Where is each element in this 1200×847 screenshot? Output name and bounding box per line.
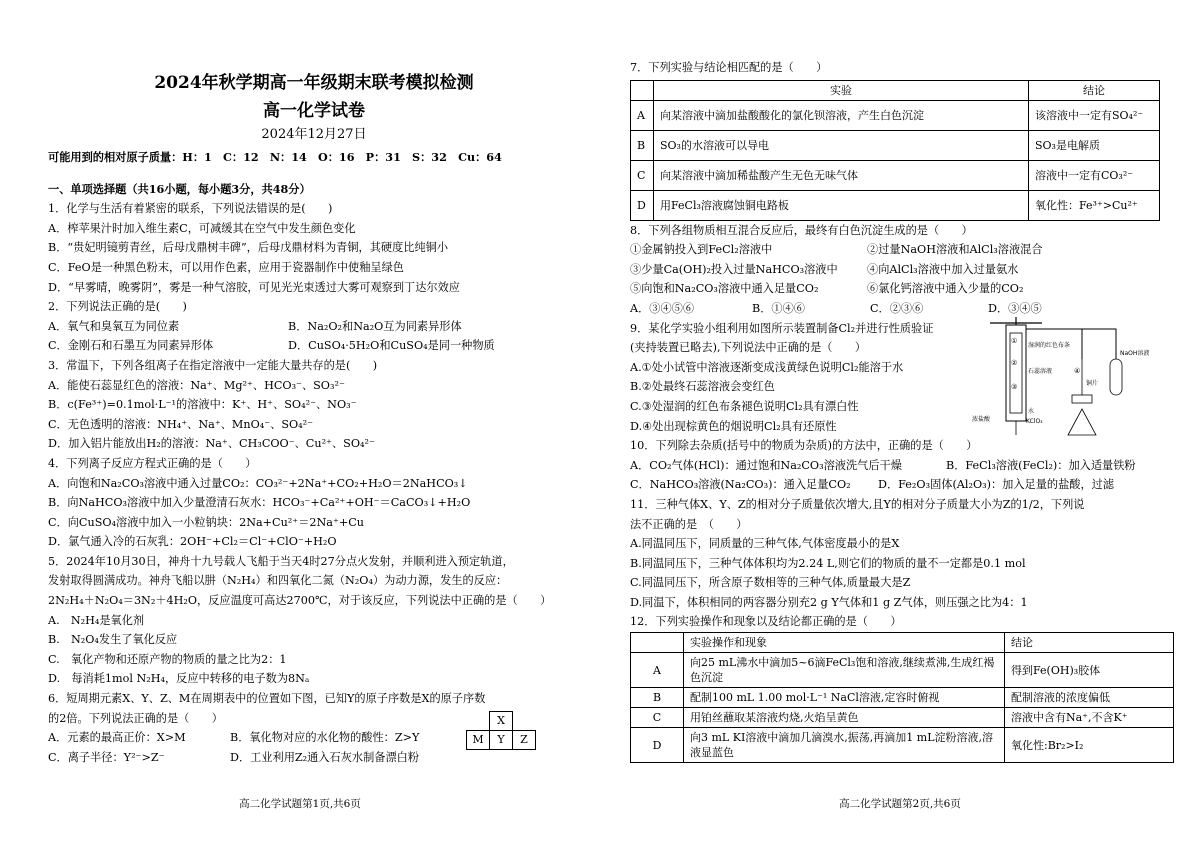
question-3: 3．常温下，下列各组离子在指定溶液中一定能大量共存的是( ): [48, 358, 378, 372]
q2-options-row2: [48, 336, 580, 356]
question-1: 1．化学与生活有着紧密的联系，下列说法错误的是( ): [48, 202, 333, 216]
label-kclo3: KClO₃: [1026, 417, 1043, 425]
q11-option-b: B.同温同压下，三种气体体积均为2.24 L,则它们的物质的量不一定都是0.1 mol: [630, 556, 1026, 570]
table-cell: C: [631, 708, 684, 728]
question-7: 7．下列实验与结论相匹配的是（ ）: [630, 61, 828, 74]
q5-option-b: B. N₂O₄发生了氧化反应: [48, 633, 178, 647]
q4-option-d: D．氯气通入冷的石灰乳：2OH⁻+Cl₂＝Cl⁻+ClO⁻+H₂O: [48, 535, 337, 549]
q10-option-a: A．CO₂气体(HCl)：通过饱和Na₂CO₃溶液洗气后干燥: [630, 458, 902, 472]
question-6-line1: 6．短周期元素X、Y、Z、M在周期表中的位置如下图，已知Y的原子序数是X的原子序数: [48, 692, 486, 706]
table-header-cell: 实验操作和现象: [684, 633, 1005, 653]
table-cell: A: [631, 653, 684, 688]
table-cell: 向25 mL沸水中滴加5~6滴FeCl₃饱和溶液,继续煮沸,生成红褐色沉淀: [684, 653, 1005, 688]
label-copper: 铜片: [1086, 379, 1099, 387]
grid-cell-m: M: [467, 730, 490, 749]
question-6-line2: 的2倍。下列说法正确的是（ ）: [48, 711, 223, 725]
question-5-line2: 发射取得圆满成功。神舟飞船以肼（N₂H₄）和四氧化二氮（N₂O₄）为动力源，发生的反应：: [48, 574, 508, 588]
table-row: [631, 130, 1160, 160]
q9-option-c: C.③处湿润的红色布条褪色说明Cl₂具有漂白性: [630, 399, 859, 413]
q4-option-c: C．向CuSO₄溶液中加入一小粒钠块：2Na+Cu²⁺＝2Na⁺+Cu: [48, 515, 364, 529]
q6-option-d: D．工业利用Z₂通入石灰水制备漂白粉: [230, 750, 420, 764]
table-row: [631, 708, 1174, 728]
question-11-line2: 法不正确的是 （ ）: [630, 517, 748, 531]
q3-option-a: A．能使石蕊显红色的溶液：Na⁺、Mg²⁺、HCO₃⁻、SO₃²⁻: [48, 378, 345, 392]
q5-option-a: A. N₂H₄是氧化剂: [48, 613, 145, 627]
apparatus-diagram: [970, 313, 1150, 443]
question-8: 8．下列各组物质相互混合反应后，最终有白色沉淀生成的是（ ）: [630, 223, 973, 237]
q8-item-4: ④向AlCl₃溶液中加入过量氨水: [867, 262, 1019, 276]
table-cell: 溶液中一定有CO₃²⁻: [1029, 160, 1160, 190]
table-cell: 氧化性：Fe³⁺>Cu²⁺: [1029, 190, 1160, 220]
table-row: [631, 80, 1160, 100]
q1-option-c: C．FeO是一种黑色粉末，可以用作色素，应用于瓷器制作中使釉呈绿色: [48, 260, 404, 274]
table-cell: 向某溶液中滴加稀盐酸产生无色无味气体: [654, 160, 1029, 190]
q2-option-d: D．CuSO₄·5H₂O和CuSO₄是同一种物质: [288, 339, 495, 353]
question-9-line2: (夹持装置已略去),下列说法中正确的是（ ）: [630, 341, 867, 355]
q10-option-c: C．NaHCO₃溶液(Na₂CO₃)：通入足量CO₂: [630, 478, 851, 492]
periodic-grid: [466, 711, 536, 750]
page-1-footer: 高二化学试题第1页,共6页: [239, 798, 361, 810]
table-row: [631, 728, 1174, 763]
question-5-line1: 5．2024年10月30日，神舟十九号载人飞船于当天4时27分点火发射，并顺利进入预定轨道，: [48, 554, 514, 568]
q8-item-5: ⑤向饱和Na₂CO₃溶液中通入足量CO₂: [630, 282, 819, 296]
table-row: [631, 653, 1174, 688]
table-cell: 该溶液中一定有SO₄²⁻: [1029, 100, 1160, 130]
q11-option-a: A.同温同压下，同质量的三种气体,气体密度最小的是X: [630, 537, 900, 551]
q5-option-c: C. 氧化产物和还原产物的物质的量之比为2：1: [48, 652, 287, 666]
table-cell: SO₃是电解质: [1029, 130, 1160, 160]
q8-item-1: ①金属钠投入到FeCl₂溶液中: [630, 243, 773, 257]
exam-title: 2024年秋学期高一年级期末联考模拟检测: [154, 73, 474, 93]
question-10: 10．下列除去杂质(括号中的物质为杂质)的方法中，正确的是（ ）: [630, 439, 978, 453]
question-12: 12．下列实验操作和现象以及结论都正确的是（ ）: [630, 615, 902, 629]
label-litmus: 石蕊溶液: [1028, 367, 1053, 375]
q4-option-a: A．向饱和Na₂CO₃溶液中通入过量CO₂：CO₃²⁻+2Na⁺+CO₂+H₂O＝2NaHCO₃↓: [48, 476, 468, 490]
question-4: 4．下列离子反应方程式正确的是（ ）: [48, 456, 257, 470]
table-cell: D: [631, 190, 654, 220]
q1-option-a: A．榨苹果汁时加入维生素C，可减缓其在空气中发生颜色变化: [48, 221, 356, 235]
label-conc-hcl: 浓盐酸: [972, 415, 991, 423]
grid-cell-z: Z: [513, 730, 536, 749]
table-cell: 向3 mL KI溶液中滴加几滴溴水,振荡,再滴加1 mL淀粉溶液,溶液显蓝色: [684, 728, 1005, 763]
q1-option-b: B．“贵妃明镜剪青丝，后母戊鼎树丰碑”，后母戊鼎材料为青铜，其硬度比纯铜小: [48, 241, 449, 255]
table-header-cell: 实验: [654, 80, 1029, 100]
table-header-cell: 结论: [1005, 633, 1174, 653]
label-2: ②: [1011, 358, 1018, 367]
atomic-masses: 可能用到的相对原子质量：H：1 C：12 N：14 O：16 P：31 S：32 Cu：64: [48, 150, 502, 164]
table-cell: 配制溶液的浓度偏低: [1005, 688, 1174, 708]
q8-item-2: ②过量NaOH溶液和AlCl₃溶液混合: [867, 243, 1043, 257]
table-cell: 得到Fe(OH)₃胶体: [1005, 653, 1174, 688]
exam-subtitle: 高一化学试卷: [263, 101, 365, 121]
table-row: [631, 100, 1160, 130]
grid-cell-y: Y: [490, 730, 513, 749]
q8-items-row3: [630, 279, 1178, 299]
table-row: [631, 633, 1174, 653]
q8-items-row1: [630, 240, 1178, 260]
q2-option-c: C．金刚石和石墨互为同素异形体: [48, 339, 214, 353]
table-cell: 氧化性:Br₂>I₂: [1005, 728, 1174, 763]
table-cell: 配制100 mL 1.00 mol·L⁻¹ NaCl溶液,定容时俯视: [684, 688, 1005, 708]
q1-option-d: D．“早雾晴，晚雾阴”，雾是一种气溶胶，可见光光束透过大雾可观察到丁达尔效应: [48, 280, 460, 294]
q9-block: [630, 319, 1178, 437]
q10-option-d: D．Fe₂O₃固体(Al₂O₃)：加入足量的盐酸，过滤: [878, 478, 1115, 492]
table-cell: B: [631, 688, 684, 708]
table-cell: 用FeCl₃溶液腐蚀铜电路板: [654, 190, 1029, 220]
q8-option-b: B．①④⑥: [752, 301, 805, 315]
table-row: [631, 190, 1160, 220]
q8-item-6: ⑥氯化钙溶液中通入少量的CO₂: [867, 282, 1024, 296]
label-1: ①: [1011, 336, 1018, 345]
q12-table: [630, 632, 1174, 763]
q10-option-b: B．FeCl₃溶液(FeCl₂)：加入适量铁粉: [946, 458, 1136, 472]
table-cell: 用铂丝蘸取某溶液灼烧,火焰呈黄色: [684, 708, 1005, 728]
q6-option-b: B．氧化物对应的水化物的酸性：Z>Y: [230, 731, 420, 745]
q7-table: [630, 80, 1160, 221]
table-row: [631, 160, 1160, 190]
q2-options-row1: [48, 317, 580, 337]
q2-option-b: B．Na₂O₂和Na₂O互为同素异形体: [288, 319, 462, 333]
q4-option-b: B．向NaHCO₃溶液中加入少量澄清石灰水：HCO₃⁻+Ca²⁺+OH⁻＝CaCO₃↓+H₂O: [48, 496, 471, 510]
q6-block: [48, 709, 580, 768]
label-red-cloth: 湿润的红色布条: [1028, 341, 1071, 349]
q8-items-row2: [630, 260, 1178, 280]
q8-item-3: ③少量Ca(OH)₂投入过量NaHCO₃溶液中: [630, 262, 838, 276]
table-cell: B: [631, 130, 654, 160]
label-naoh: NaOH溶液: [1120, 349, 1150, 357]
q8-option-d: D．③④⑤: [988, 301, 1042, 315]
q10-options-row2: [630, 475, 1178, 495]
q6-option-a: A．元素的最高正价：X>M: [48, 731, 186, 745]
label-water: 水: [1028, 407, 1035, 415]
question-11-line1: 11．三种气体X、Y、Z的相对分子质量依次增大,且Y的相对分子质量大小为Z的1/2，下列说: [630, 497, 1085, 511]
q3-option-c: C．无色透明的溶液：NH₄⁺、Na⁺、MnO₄⁻、SO₄²⁻: [48, 417, 314, 431]
table-cell: 溶液中含有Na⁺,不含K⁺: [1005, 708, 1174, 728]
q6-option-c: C．离子半径：Y²⁻>Z⁻: [48, 750, 165, 764]
q9-option-d: D.④处出现棕黄色的烟说明Cl₂具有还原性: [630, 419, 837, 433]
table-cell: D: [631, 728, 684, 763]
section-heading: 一、单项选择题（共16小题，每小题3分，共48分）: [48, 181, 311, 196]
q3-option-b: B．c(Fe³⁺)=0.1mol·L⁻¹的溶液中：K⁺、H⁺、SO₄²⁻、NO₃⁻: [48, 398, 357, 412]
q2-option-a: A．氧气和臭氧互为同位素: [48, 319, 180, 333]
q3-option-d: D．加入铝片能放出H₂的溶液：Na⁺、CH₃COO⁻、Cu²⁺、SO₄²⁻: [48, 437, 375, 451]
grid-empty-cell: [467, 711, 490, 730]
q5-option-d: D. 每消耗1mol N₂H₄，反应中转移的电子数为8Nₐ: [48, 672, 310, 686]
question-2: 2．下列说法正确的是( ): [48, 300, 187, 314]
q8-option-c: C．②③⑥: [870, 301, 924, 315]
q9-option-b: B.②处最终石蕊溶液会变红色: [630, 380, 775, 394]
label-3: ③: [1011, 382, 1018, 391]
table-header-cell: 结论: [1029, 80, 1160, 100]
page-2-footer: 高二化学试题第2页,共6页: [839, 798, 961, 810]
table-cell: 向某溶液中滴加盐酸酸化的氯化钡溶液，产生白色沉淀: [654, 100, 1029, 130]
q9-option-a: A.①处小试管中溶液逐渐变成浅黄绿色说明Cl₂能溶于水: [630, 360, 904, 374]
question-9-line1: 9．某化学实验小组利用如图所示装置制备Cl₂并进行性质验证: [630, 321, 934, 335]
grid-empty-cell: [513, 711, 536, 730]
q10-options-row1: [630, 456, 1178, 476]
label-4: ④: [1074, 366, 1081, 375]
table-cell: C: [631, 160, 654, 190]
q8-option-a: A．③④⑤⑥: [630, 301, 695, 315]
table-cell: A: [631, 100, 654, 130]
q6-options-row2: [48, 748, 580, 768]
question-5-line3: 2N₂H₄＋N₂O₄＝3N₂＋4H₂O，反应温度可高达2700℃，对于该反应，下列说法中正确的是（ ）: [48, 594, 552, 608]
q11-option-d: D.同温下，体积相同的两容器分别充2 g Y气体和1 g Z气体，则压强之比为4：1: [630, 595, 1028, 609]
table-row: [631, 688, 1174, 708]
q11-option-c: C.同温同压下，所含原子数相等的三种气体,质量最大是Z: [630, 576, 911, 590]
exam-date: 2024年12月27日: [261, 127, 367, 142]
page-2: [600, 0, 1200, 847]
grid-cell-x: X: [490, 711, 513, 730]
table-cell: SO₃的水溶液可以导电: [654, 130, 1029, 160]
